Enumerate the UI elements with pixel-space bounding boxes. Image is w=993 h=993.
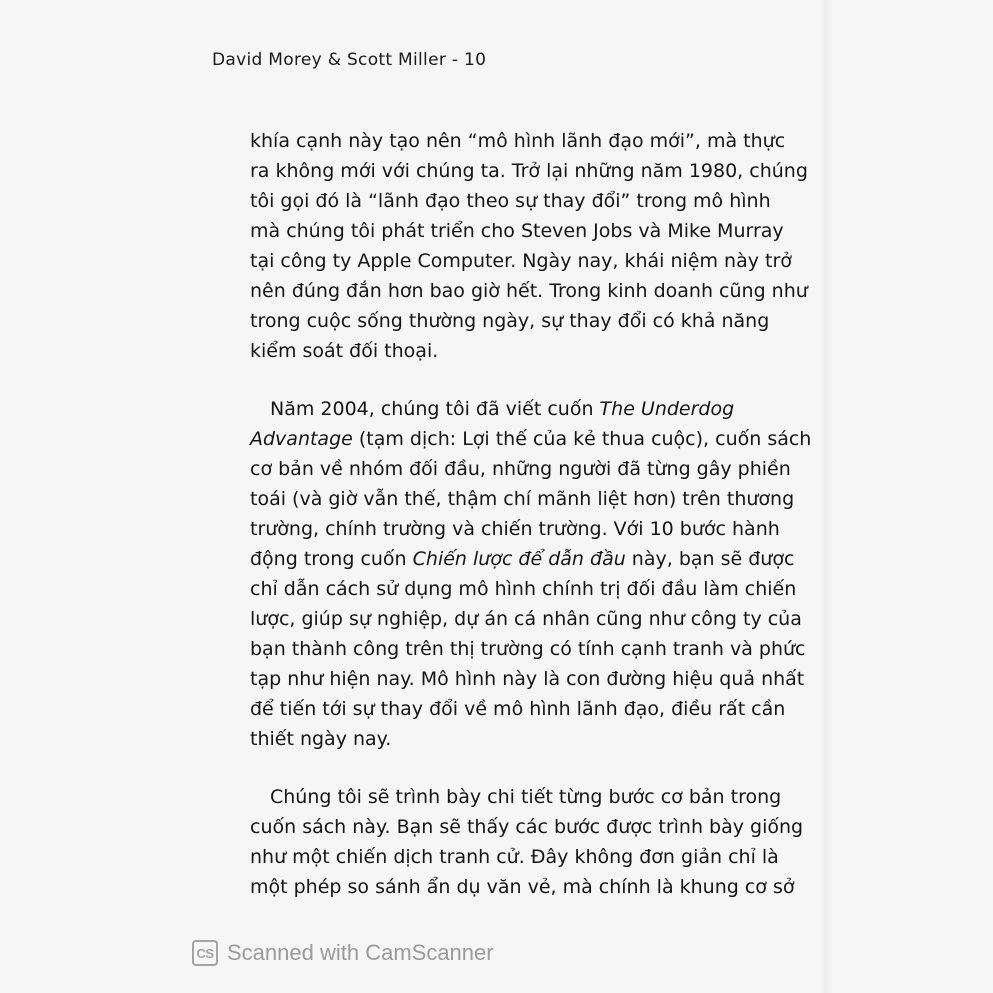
- text-line: trường, chính trường và chiến trường. Với 10 bước hành: [250, 518, 780, 540]
- text-line: cơ bản về nhóm đối đầu, những người đã từng gây phiền: [250, 458, 791, 480]
- paragraph-2: [250, 394, 812, 754]
- text-line: nên đúng đắn hơn bao giờ hết. Trong kinh doanh cũng như: [250, 280, 808, 302]
- text-line: tôi gọi đó là “lãnh đạo theo sự thay đổi” trong mô hình: [250, 190, 771, 212]
- text-line: cuốn sách này. Bạn sẽ thấy các bước được trình bày giống: [250, 816, 804, 838]
- paragraph-gap: [250, 754, 725, 782]
- text-line: bạn thành công trên thị trường có tính cạnh tranh và phức: [250, 638, 806, 660]
- body-text: [250, 126, 812, 902]
- text-line: tạp như hiện nay. Mô hình này là con đường hiệu quả nhất: [250, 668, 805, 690]
- text-line: mà chúng tôi phát triển cho Steven Jobs và Mike Murray: [250, 220, 784, 242]
- text-run: Năm 2004, chúng tôi đã viết cuốn: [270, 398, 600, 420]
- text-line: toái (và giờ vẫn thế, thậm chí mãnh liệt hơn) trên thương: [250, 488, 795, 510]
- text-run: động trong cuốn: [250, 548, 413, 570]
- text-line: chỉ dẫn cách sử dụng mô hình chính trị đối đầu làm chiến: [250, 578, 797, 600]
- text-line: [250, 544, 795, 574]
- text-line: [250, 424, 812, 454]
- text-line: trong cuộc sống thường ngày, sự thay đổi có khả năng: [250, 310, 770, 332]
- paragraph-3: [250, 782, 804, 902]
- paragraph-gap: [250, 366, 725, 394]
- camscanner-watermark: [192, 940, 494, 966]
- book-title-italic: Advantage: [250, 428, 353, 450]
- text-line: ra không mới với chúng ta. Trở lại những năm 1980, chúng: [250, 160, 808, 182]
- text-line: [250, 394, 735, 424]
- text-run: (tạm dịch: Lợi thế của kẻ thua cuộc), cuốn sách: [352, 428, 812, 450]
- text-line: một phép so sánh ẩn dụ văn vẻ, mà chính là khung cơ sở: [250, 876, 795, 898]
- text-line: kiểm soát đối thoại.: [250, 340, 439, 362]
- text-line: lược, giúp sự nghiệp, dự án cá nhân cũng như công ty của: [250, 608, 802, 630]
- book-title-italic: Chiến lược để dẫn đầu: [412, 548, 626, 570]
- scan-shadow-edge: [819, 0, 833, 993]
- camscanner-logo: CS: [192, 940, 218, 966]
- text-line: như một chiến dịch tranh cử. Đây không đơn giản chỉ là: [250, 846, 779, 868]
- watermark-text: Scanned with CamScanner: [227, 940, 494, 965]
- text-line: để tiến tới sự thay đổi về mô hình lãnh đạo, điều rất cần: [250, 698, 786, 720]
- text-run: này, bạn sẽ được: [625, 548, 795, 570]
- text-line: khía cạnh này tạo nên “mô hình lãnh đạo mới”, mà thực: [250, 130, 786, 152]
- paragraph-1: [250, 126, 808, 366]
- book-title-italic: The Underdog: [599, 398, 735, 420]
- text-line: Chúng tôi sẽ trình bày chi tiết từng bước cơ bản trong: [270, 786, 782, 808]
- running-header: David Morey & Scott Miller - 10: [212, 50, 487, 70]
- text-line: thiết ngày nay.: [250, 728, 392, 750]
- text-line: tại công ty Apple Computer. Ngày nay, khái niệm này trở: [250, 250, 792, 272]
